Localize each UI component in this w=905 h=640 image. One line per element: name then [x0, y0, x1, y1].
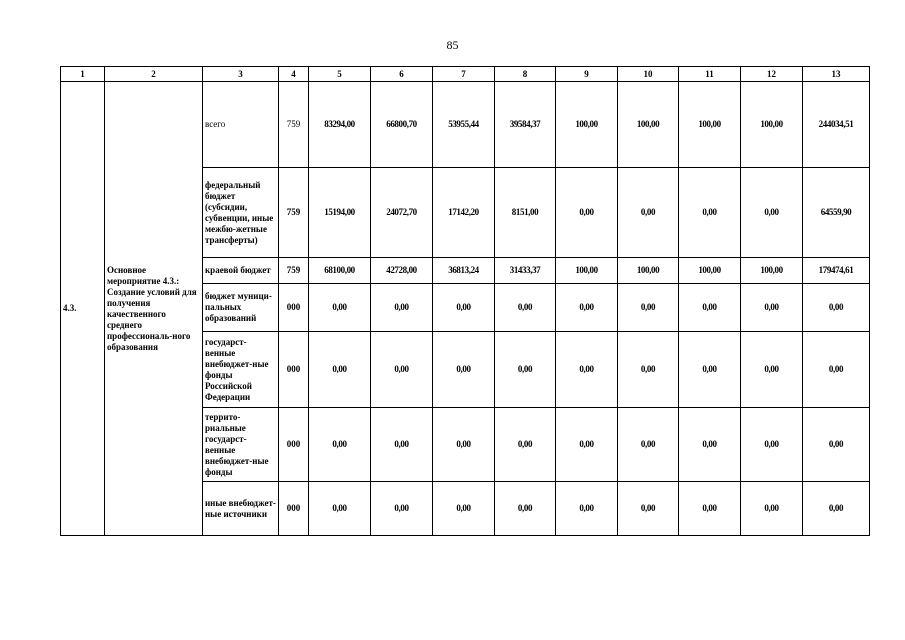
value-cell: 0,00	[618, 482, 679, 536]
value-cell: 42728,00	[371, 258, 433, 284]
header-cell: 9	[556, 67, 618, 82]
value-cell: 0,00	[309, 482, 371, 536]
code-cell: 000	[279, 284, 309, 332]
value-cell: 0,00	[556, 168, 618, 258]
code-cell: 759	[279, 258, 309, 284]
code-cell: 000	[279, 332, 309, 408]
value-cell: 31433,37	[495, 258, 556, 284]
funding-source: бюджет муници-пальных образований	[203, 284, 279, 332]
funding-source: террито-риальные государст-венные внебюджет-ные фонды	[203, 408, 279, 482]
header-cell: 1	[61, 67, 105, 82]
value-cell: 0,00	[371, 332, 433, 408]
value-cell: 0,00	[679, 482, 741, 536]
value-cell: 0,00	[495, 482, 556, 536]
value-cell: 0,00	[618, 332, 679, 408]
code-cell: 000	[279, 482, 309, 536]
value-cell: 0,00	[803, 284, 870, 332]
value-cell: 0,00	[433, 482, 495, 536]
header-cell: 6	[371, 67, 433, 82]
value-cell: 53955,44	[433, 82, 495, 168]
value-cell: 0,00	[679, 408, 741, 482]
value-cell: 68100,00	[309, 258, 371, 284]
header-cell: 5	[309, 67, 371, 82]
funding-source: государст-венные внебюджет-ные фонды Российской Федерации	[203, 332, 279, 408]
value-cell: 66800,70	[371, 82, 433, 168]
page-number: 85	[446, 38, 459, 52]
header-cell: 2	[105, 67, 203, 82]
funding-source: всего	[203, 82, 279, 168]
value-cell: 83294,00	[309, 82, 371, 168]
header-row	[61, 67, 870, 82]
value-cell: 36813,24	[433, 258, 495, 284]
value-cell: 100,00	[556, 258, 618, 284]
value-cell: 0,00	[679, 332, 741, 408]
value-cell: 100,00	[679, 258, 741, 284]
code-cell: 759	[279, 168, 309, 258]
value-cell: 0,00	[618, 408, 679, 482]
value-cell: 100,00	[679, 82, 741, 168]
value-cell: 0,00	[433, 332, 495, 408]
value-cell: 0,00	[309, 408, 371, 482]
value-cell: 100,00	[618, 258, 679, 284]
value-cell: 0,00	[433, 408, 495, 482]
value-cell: 0,00	[679, 168, 741, 258]
header-cell: 13	[803, 67, 870, 82]
value-cell: 0,00	[371, 284, 433, 332]
value-cell: 179474,61	[803, 258, 870, 284]
funding-source: федеральный бюджет (субсидии, субвенции, иные межбю-жетные трансферты)	[203, 168, 279, 258]
value-cell: 0,00	[309, 284, 371, 332]
header-cell: 8	[495, 67, 556, 82]
header-cell: 10	[618, 67, 679, 82]
value-cell: 0,00	[495, 408, 556, 482]
funding-source: краевой бюджет	[203, 258, 279, 284]
value-cell: 0,00	[556, 408, 618, 482]
event-name: Основное мероприятие 4.3.: Создание условий для получения качественного среднего профессиональ-ного образования	[105, 82, 203, 536]
funding-source: иные внебюджет-ные источники	[203, 482, 279, 536]
value-cell: 0,00	[371, 408, 433, 482]
value-cell: 100,00	[618, 82, 679, 168]
row-id: 4.3.	[61, 82, 105, 536]
value-cell: 0,00	[618, 168, 679, 258]
value-cell: 100,00	[741, 82, 803, 168]
value-cell: 0,00	[618, 284, 679, 332]
header-cell: 3	[203, 67, 279, 82]
value-cell: 0,00	[679, 284, 741, 332]
value-cell: 0,00	[556, 482, 618, 536]
value-cell: 64559,90	[803, 168, 870, 258]
header-cell: 4	[279, 67, 309, 82]
value-cell: 0,00	[741, 168, 803, 258]
value-cell: 24072,70	[371, 168, 433, 258]
budget-table	[60, 66, 870, 536]
value-cell: 0,00	[803, 408, 870, 482]
code-cell: 759	[279, 82, 309, 168]
header-cell: 11	[679, 67, 741, 82]
value-cell: 0,00	[433, 284, 495, 332]
value-cell: 0,00	[495, 284, 556, 332]
value-cell: 15194,00	[309, 168, 371, 258]
value-cell: 100,00	[556, 82, 618, 168]
code-cell: 000	[279, 408, 309, 482]
value-cell: 0,00	[309, 332, 371, 408]
header-cell: 7	[433, 67, 495, 82]
value-cell: 0,00	[741, 482, 803, 536]
value-cell: 0,00	[803, 332, 870, 408]
value-cell: 0,00	[556, 284, 618, 332]
value-cell: 100,00	[741, 258, 803, 284]
value-cell: 0,00	[803, 482, 870, 536]
value-cell: 0,00	[556, 332, 618, 408]
table-row	[61, 82, 870, 168]
value-cell: 39584,37	[495, 82, 556, 168]
value-cell: 17142,20	[433, 168, 495, 258]
header-cell: 12	[741, 67, 803, 82]
value-cell: 0,00	[741, 408, 803, 482]
value-cell: 244034,51	[803, 82, 870, 168]
value-cell: 0,00	[741, 284, 803, 332]
value-cell: 0,00	[371, 482, 433, 536]
value-cell: 0,00	[495, 332, 556, 408]
value-cell: 0,00	[741, 332, 803, 408]
value-cell: 8151,00	[495, 168, 556, 258]
